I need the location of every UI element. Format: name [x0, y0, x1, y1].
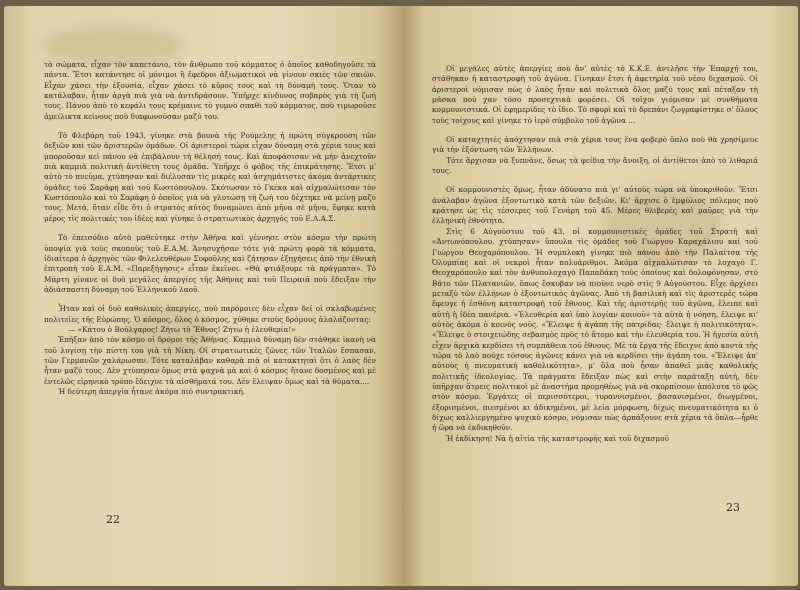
paragraph: Τὸ Φλεβάρη τοῦ 1943, γίνηκε στὰ βουνὰ τῆς Ρούμελης ἡ πρώτη σύγκρουση τῶν δεξιῶν καὶ τῶν ἀριστερῶν ὁμάδων. Οἱ ἀριστεροὶ τώρα εἶχαν δύναμη στὰ χέρια τους καὶ μποροῦσαν κεὶ πάνου νὰ ἐπιβάλουν τὴ θέλησή τους. Καὶ ἀποφάσισαν νὰ μὴν ἀνεχτοῦν πιὰ καμμιὰ πολιτικὴ ἀντίθετη τους ὁμάδα. Ὑπῆρχε ὁ φόβος τῆς ἐπικράτησης. Ἔτσι μ' αὐτὸ τὸ πνεῦμα, χτύπησαν καὶ διέλυσαν τὶς μικρὲς καὶ ἀσχημάτιστες ἀκόμα ἀντάρτικες ὁμάδες τοῦ Σαράφη καὶ τοῦ Κωστόπουλου. Σκότωσαν τὸ Γκέκα καὶ αἰχμαλώτισαν τὸν Κωστόπουλο καὶ τὸ Σαράφη ὁ ὁποῖος γιὰ νὰ γλυτώσῃ τὴ ζωή του δέχτηκε νὰ μείνῃ μαζύ τους. Μετά, ὅταν εἶδε ὅτι ὁ στρατὸς αὐτὸς δυναμώνει ἀπὸ μῆνα σὲ μῆνα, ἔφηκε κατὰ μέρος τὶς πολιτικές του ἰδέες καὶ γίνηκε ὁ στρατιωτικὸς ἀρχηγὸς τοῦ Ε.Λ.Α.Σ.: [44, 131, 376, 223]
paragraph: Ἦταν καὶ οἱ δυὸ καθολικὲς ἀπεργίες, ποὺ παρόμοιες δὲν εἶχαν δεῖ οἱ σκλαβωμένες πολιτεῖες τῆς Εὐρώπης. Ὁ κόσμος, ὅλος ὁ κόσμος, χύθηκε στοὺς δρόμους ἀλαλάζοντας:: [44, 304, 376, 324]
book-spread: [4, 6, 798, 586]
paragraph: Στὶς 6 Αὐγούστου τοῦ 43, οἱ κομμουνιστικὲς ὁμάδες τοῦ Στρατῆ καὶ «Ἀντωνόπουλου, χτύπησαν» ὕπουλα τὶς ὁμάδες τοῦ Γιώργου Καραχάλιου καὶ τοῦ Γιώργου Θεοχαρόπουλου. Ἡ συμπλοκὴ γίνηκε πιὸ πάνου ἀπὸ τὴν Παλαίτσα τῆς Ὀλυμπίας καὶ οἱ νεκροὶ ἦταν πολυάριθμοι. Ἀκόμα αἰχμαλώτισαν τὸ λοχαγὸ Γ. Θεοχαρόπουλο καὶ τὸν ἀνθυπολοχαγὸ Παπαδάκη τοὺς ὁποίους καὶ δολοφόνησαν, στὸ Βάτο τῶν Πλατανιῶν, ὅπως ἔσκυβαν νὰ πιοῦνε νερὸ στὶς 9 Αὐγούστου. Εἶχε ἀρχίσει μεταξὺ τῶν ἑλλήνων ὁ ἐξοντωτικὸς ἀγῶνας. Ἀπὸ τὴ βασιλικὴ καὶ τὶς ἀριστερὲς τώρα ἔφευγε ἡ ἐσθόνη καταστροφὴ τοῦ ἔθνους. Καὶ τῆς ἀριστερῆς τοῦ ἀγῶνα, ἔλειπε καὶ αὐτὴ ἡ ἰδέα πανέρια. «Ἐλευθερία καὶ ὑπὸ λογίαν κοινοῦ» τὰ αὐτὰ ἡ νόηση, ἔλειψε κι' αὐτὸς ἀκόμα ὁ κοινὸς νοῦς. «Ἔλειψε ἡ ἀγάπη τῆς πατρίδας· ἔλειψε ἡ πολιτικότητα». «Ἔλειψε ὁ στοιχειώδης σεβασμὸς πρὸς τὸ ἄτομο καὶ τὴν ἐλευθερία του. Ἡ ἡγεσία αὐτὴ εἶχεν ἀρχικὰ κερδίσει τὴ συμπάθεια τοῦ ἔθνους. Μὲ τὰ ἔργα τῆς ἔδειχνε ἀπὸ κοντὰ τῆς τώρα τὸ λαὸ πούχε τόσους ἀγῶνες κάνει γιὰ νὰ κερδίσει τὴν ἀγάπη του. «Ἔλειψε ἀπ' αὐτοὺς ἡ πνευματικὴ καθολικότητα», μ' ὅλα ποὺ ἦσαν ἀπαθεῖ μιὰς καθολικῆς πολιτικῆς ἰδεολογίας. Τὰ πράγματα ἔδειξαν πὼς καὶ στὴν παράταξη αὐτή, δὲν ὑπῆρχαν ἄτρεις πολιτικοὶ μὲ ἀναστήμα προμηθέως γιὰ νὰ σκορπίσουν ἀπόλυτα τὸ φῶς στὸν κόσμο. Ἐργάτες οἱ περισσότεροι, τυραννισμένοι, βασανισμένοι, διωγμένοι, ἐξορισμένοι, πιεσμένοι κι ἀδικημένοι, μὲ λεία μόρφωση, δίχως πνευματικότητα κι ὁ δίχως καλλιεργημένο ψυχικὸ κόσμο, νόμισαν πὼς ἀρπάξουνε στὰ χέρια τὰ ὅπλα—ἦρθε ἡ ὥρα νὰ ἐκδικηθοῦν.: [432, 226, 758, 433]
left-page-text: [44, 60, 376, 397]
paragraph: Οἱ κομμουνιστὲς ὅμως, ἦταν ἀδύνατο πιὰ γι' αὐτοὺς τώρα νὰ ὑποκριθοῦν: Ἔτσι ἀνάλαβαν ἀγῶνα ἐξοντωτικὸ κατὰ τῶν δεξιῶν. Κι' ἄρχισε ὁ ἐμφύλιος πόλεμος ποὺ κράτησε ὡς τὶς τέσσερες τοῦ Γενάρη τοῦ 45. Μέρες θλιβερὲς καὶ μαῦρες γιὰ τὴν ἑλληνικὴ ἑθνότητα.: [432, 185, 758, 226]
paragraph: Τὸ ἐπεισόδιο αὐτὸ μαθεύτηκε στὴν Ἀθήνα καὶ γέννησε στὸν κόσμο τὴν πρώτη ὑποψία γιὰ τοὺς σκοποὺς τοῦ Ε.Α.Μ. Ἀνησυχήσαν τότε γιὰ πρώτη φορὰ τὰ κόμματα, ἰδιαίτερα ὁ ἀρχηγὸς τῶν Φιλελευθέρων Σοφοῦλης καὶ ζήτησαν ἐξηγήσεις ἀπὸ τὴν ἐθνικὴ ἐπιτροπὴ τοῦ Ε.Α.Μ. «Παρεξήγησις» εἶταν ἐκεῖνοι. «Θὰ φτιάξουμε τὰ πράγματα». Τὸ Μάρτη γίνανε οἱ δυὸ μεγάλες ἀπεργίες τῆς Ἀθήνας καὶ τοῦ Πειραιᾶ ποὺ ἔδειξαν τὴν ἀδιάσπαστη δύναμη τοῦ Ἑλληνικοῦ λαοῦ.: [44, 233, 376, 294]
right-page: [402, 6, 798, 586]
paragraph: Οἱ καταχτητὲς ἀπόχτησαν πιὰ στὰ χέρια τους ἕνα φοβερὸ ὅπλο ποὺ θὰ χρησίμευε γιὰ τὴν ἐξόντωση τῶν Ἑλλήνων.: [432, 135, 758, 155]
paragraph: Ἡ δεύτερη ἀπεργία ἦτανε ἀκόμα πιὸ συντρακτική.: [58, 386, 246, 396]
paragraph: τὰ σώματα, εἶχαν τὸν καπετάνιο, τὸν ἄνθρωπο τοῦ κόμματος ὁ ὁποῖος καθοδηγοῦσε τὰ πάντα. Ἔτσι κατάντησε οἱ μόνιμοι ἢ ἔφεδροι ἀξιωματικοὶ νὰ γίνουν σκιὲς τῶν σκιῶν. Εἶχαν χάσει τὴν ἐξουσία, εἶχαν χάσει τὸ κῦρος τους καὶ τὴ δύναμή τους. Ὅταν τὸ κατάλαβαν, ἦταν ἀργὰ πιὰ γιὰ νὰ ἀντιδράσουν. Ὑπῆρχε κίνδυνος σοβαρὸς γιὰ τὴ ζωή τους. Πάνου ἀπὸ τὸ κεφάλι τους κρέμαινε τὸ γυμνὸ σπαθὶ τοῦ κόμματος, ποὺ τιμωροῦσε ἀμείλικτα κείνους ποὺ διαφωνοῦσαν μαζύ του.: [44, 60, 376, 121]
paragraph: Οἱ μεγάλες αὐτὲς ἀπεργίες ποὺ ἂν' αὐτὲς τὸ Κ.Κ.Ε. ἀντλῆσε τὴν Ἐπαρχή του, στάθηκαν ἡ καταστροφὴ τοῦ ἀγῶνα. Γίνηκαν ἔτσι ἡ ἀφετηρία τοῦ νέου διχασμοῦ. Οἱ ἀριστεροὶ νόμισαν πὼς ὁ λαὸς ἦταν καὶ πολιτικὰ ὅλος μαζύ τους καὶ πέταξαν τὴ μάσκα ποὺ χαν τόσο προσεχτικὰ φορέσει. Οἱ τοῖχοι γιόμισαν μὲ συνθήματα κομμουνιστικά. Οἱ ἐφημερίδες τὸ ἴδιο. Τὸ σφυρὶ καὶ τὸ δρεπάνι ζωγραφίστηκε σ' ὅλους τοὺς τοίχους καὶ γίνηκε τὸ ἱερὸ σύμβολο τοῦ ἀγῶνα ...: [432, 64, 758, 125]
left-page: [4, 6, 402, 586]
page-number: 23: [726, 501, 740, 514]
page-number: 22: [106, 513, 120, 526]
right-page-text: [432, 64, 758, 444]
paragraph: Ἐπήξαν ἀπὸ τὸν κόσμο οἱ δρόμοι τῆς Ἀθήνας. Καμμιὰ δύναμη δὲν στάθηκε ἱκανὴ νὰ τοῦ λυγίσῃ τὴν πίστη του γιὰ τὴ Νίκη. Οἱ στρατιωτικὲς ζῶνες τῶν Ἰταλῶν ἔσπασαν, τῶν Γερμανῶν χαλάρωσαν. Τότε καταλάβαν καθαρὰ πιὰ οἱ κατακτηταὶ ὅτι ὁ λαὸς δὲν ἦταν μαζύ τους. Δὲν χτύπησαν ὅμως στὰ ψαχνὰ μὰ καὶ ὁ κόσμος ἤτανε δοσμένος καὶ μὲ ἐντελῶς εἰρηνικὸ τρόπο ἔδειχνε τὰ αἰσθήματά του. Δὲν ἔλειψαν ὅμως καὶ τὰ θύματα....: [44, 335, 376, 386]
paragraph: Ἡ ἐκδίκηση! Νὰ ἡ αἰτία τῆς καταστροφῆς καὶ τοῦ διχασμοῦ: [446, 433, 669, 443]
paragraph: — «Κάτου ὁ Βούλγαρος! Ζήτω τὸ Ἔθνος! Ζήτω ἡ ἐλευθερία!»: [68, 324, 296, 334]
paragraph: Τότε ἄρχισαν νὰ ξυπνᾶνε, ὅσως τὰ φείδια τὴν ἄνοιξη, οἱ ἀντίθετοι ἀπὸ τὸ λιθαριά τους.: [432, 155, 758, 176]
